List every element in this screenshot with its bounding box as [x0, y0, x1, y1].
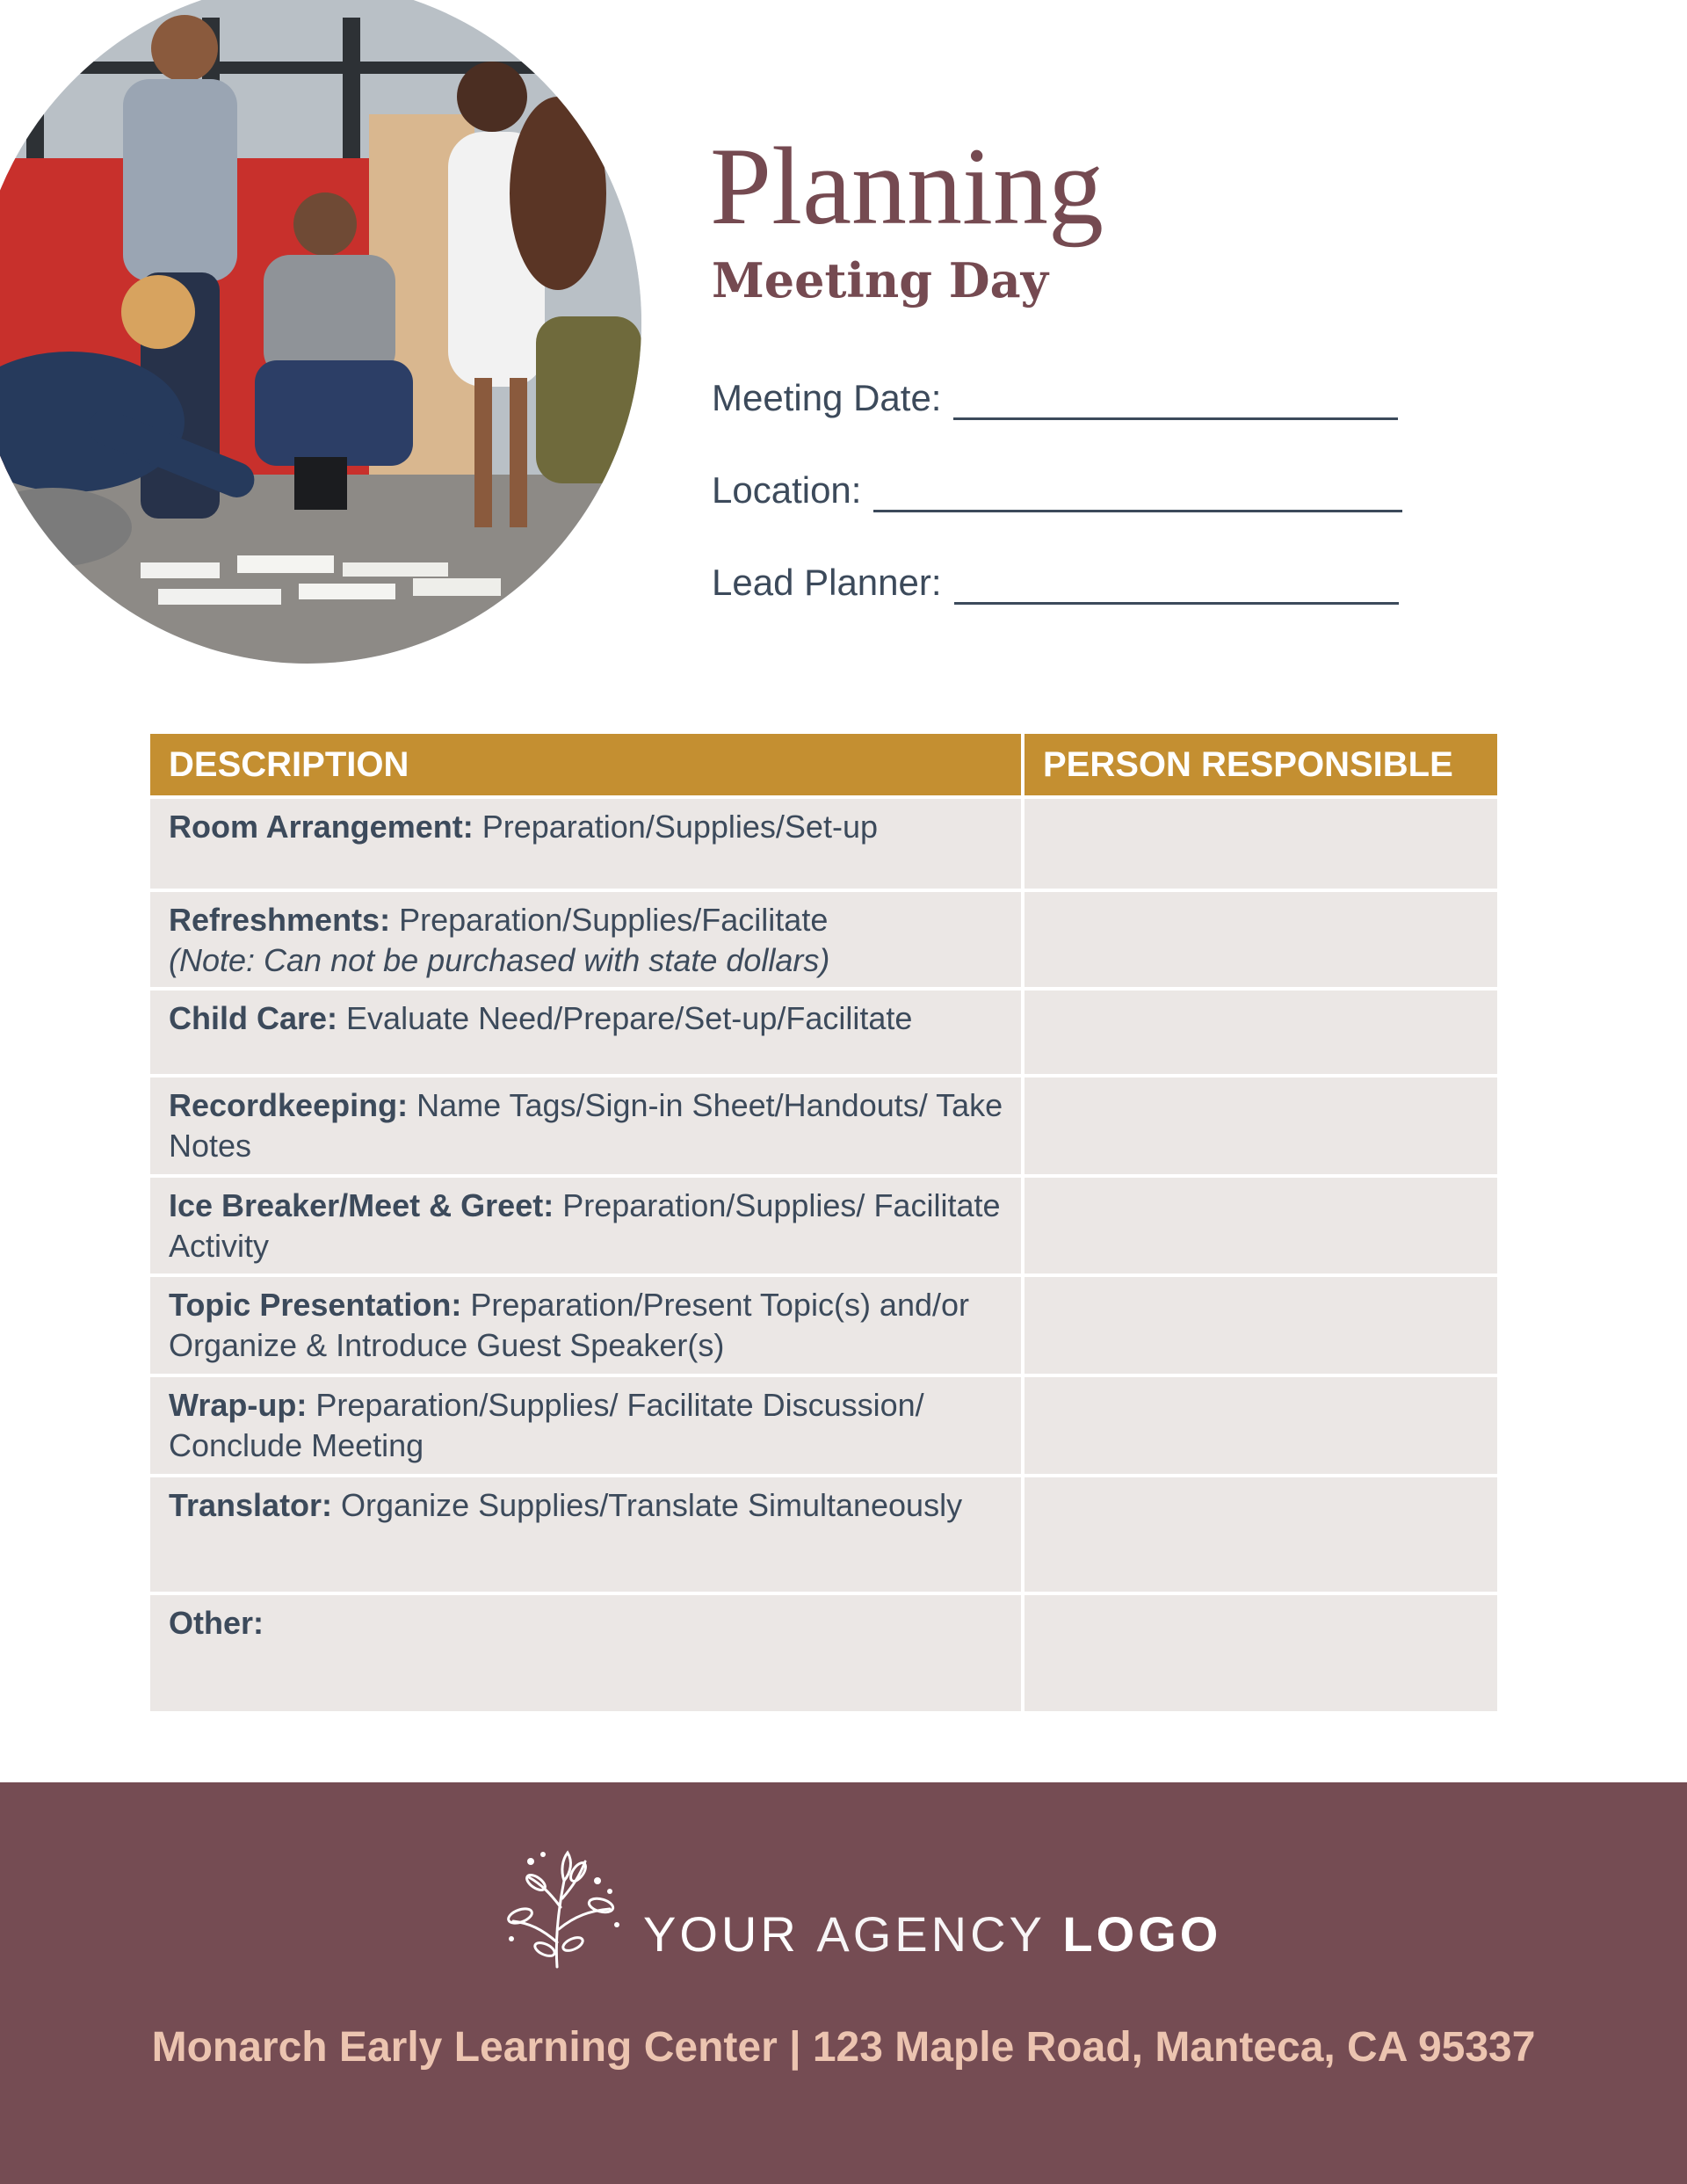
page-title: Planning	[710, 126, 1104, 248]
floral-logo-icon	[494, 1846, 634, 1969]
task-name: Topic Presentation:	[169, 1287, 462, 1323]
lead-planner-field	[712, 552, 1399, 605]
table-row	[150, 989, 1497, 1076]
logo-word-logo: LOGO	[1062, 1906, 1222, 1962]
person-responsible-cell[interactable]	[1023, 797, 1497, 890]
task-detail: Preparation/Present Topic(s) and/or Organize & Introduce Guest Speaker(s)	[169, 1287, 970, 1363]
logo-word-your: YOUR	[643, 1906, 800, 1962]
task-name: Translator:	[169, 1487, 333, 1523]
task-detail: Preparation/Supplies/Facilitate	[390, 902, 829, 938]
lead-planner-label: Lead Planner:	[712, 562, 942, 603]
agency-logo-text	[643, 1905, 1221, 1963]
location-field	[712, 460, 1402, 512]
person-responsible-cell[interactable]	[1023, 1476, 1497, 1593]
team-photo-illustration	[0, 0, 641, 664]
person-responsible-cell[interactable]	[1023, 1375, 1497, 1476]
task-name: Child Care:	[169, 1000, 338, 1036]
person-responsible-cell[interactable]	[1023, 989, 1497, 1076]
meeting-date-field	[712, 367, 1398, 420]
description-cell	[150, 1476, 1023, 1593]
description-cell	[150, 989, 1023, 1076]
person-responsible-cell[interactable]	[1023, 890, 1497, 989]
team-photo	[0, 0, 641, 664]
table-row	[150, 1076, 1497, 1176]
person-responsible-cell[interactable]	[1023, 1593, 1497, 1711]
table-row	[150, 1176, 1497, 1275]
task-detail: Name Tags/Sign-in Sheet/Handouts/ Take Notes	[169, 1087, 1003, 1164]
task-name: Recordkeeping:	[169, 1087, 409, 1123]
task-detail: Organize Supplies/Translate Simultaneously	[332, 1487, 963, 1523]
task-name: Other:	[169, 1605, 264, 1641]
person-responsible-cell[interactable]	[1023, 1076, 1497, 1176]
description-cell	[150, 1593, 1023, 1711]
location-blank[interactable]	[873, 510, 1402, 512]
responsibility-table	[150, 734, 1497, 1711]
person-responsible-cell[interactable]	[1023, 1176, 1497, 1275]
task-detail: Preparation/Supplies/ Facilitate Activity	[169, 1187, 1001, 1264]
footer-address: Monarch Early Learning Center | 123 Maple Road, Manteca, CA 95337	[151, 2024, 1536, 2071]
meeting-date-label: Meeting Date:	[712, 377, 942, 418]
lead-planner-blank[interactable]	[954, 602, 1399, 605]
footer-band	[0, 1782, 1687, 2184]
task-name: Refreshments:	[169, 902, 391, 938]
table-header-row	[150, 734, 1497, 797]
meeting-date-blank[interactable]	[953, 417, 1398, 420]
description-header: DESCRIPTION	[150, 734, 1023, 797]
description-cell	[150, 890, 1023, 989]
task-name: Room Arrangement:	[169, 809, 474, 845]
person-responsible-cell[interactable]	[1023, 1275, 1497, 1375]
table-row	[150, 797, 1497, 890]
task-detail: Preparation/Supplies/ Facilitate Discussion/ Conclude Meeting	[169, 1387, 924, 1463]
person-responsible-header: PERSON RESPONSIBLE	[1023, 734, 1497, 797]
table-row	[150, 1476, 1497, 1593]
page-subtitle: Meeting Day	[712, 252, 1048, 308]
description-cell	[150, 1275, 1023, 1375]
location-label: Location:	[712, 469, 862, 511]
logo-word-agency: AGENCY	[816, 1906, 1046, 1962]
task-detail: Preparation/Supplies/Set-up	[473, 809, 878, 845]
description-cell	[150, 1375, 1023, 1476]
table-row	[150, 890, 1497, 989]
task-detail: Evaluate Need/Prepare/Set-up/Facilitate	[337, 1000, 913, 1036]
description-cell	[150, 797, 1023, 890]
task-note: (Note: Can not be purchased with state dollars)	[169, 942, 830, 978]
description-cell	[150, 1076, 1023, 1176]
table-row	[150, 1375, 1497, 1476]
task-name: Wrap-up:	[169, 1387, 308, 1423]
table-row	[150, 1593, 1497, 1711]
task-name: Ice Breaker/Meet & Greet:	[169, 1187, 554, 1223]
table-row	[150, 1275, 1497, 1375]
description-cell	[150, 1176, 1023, 1275]
